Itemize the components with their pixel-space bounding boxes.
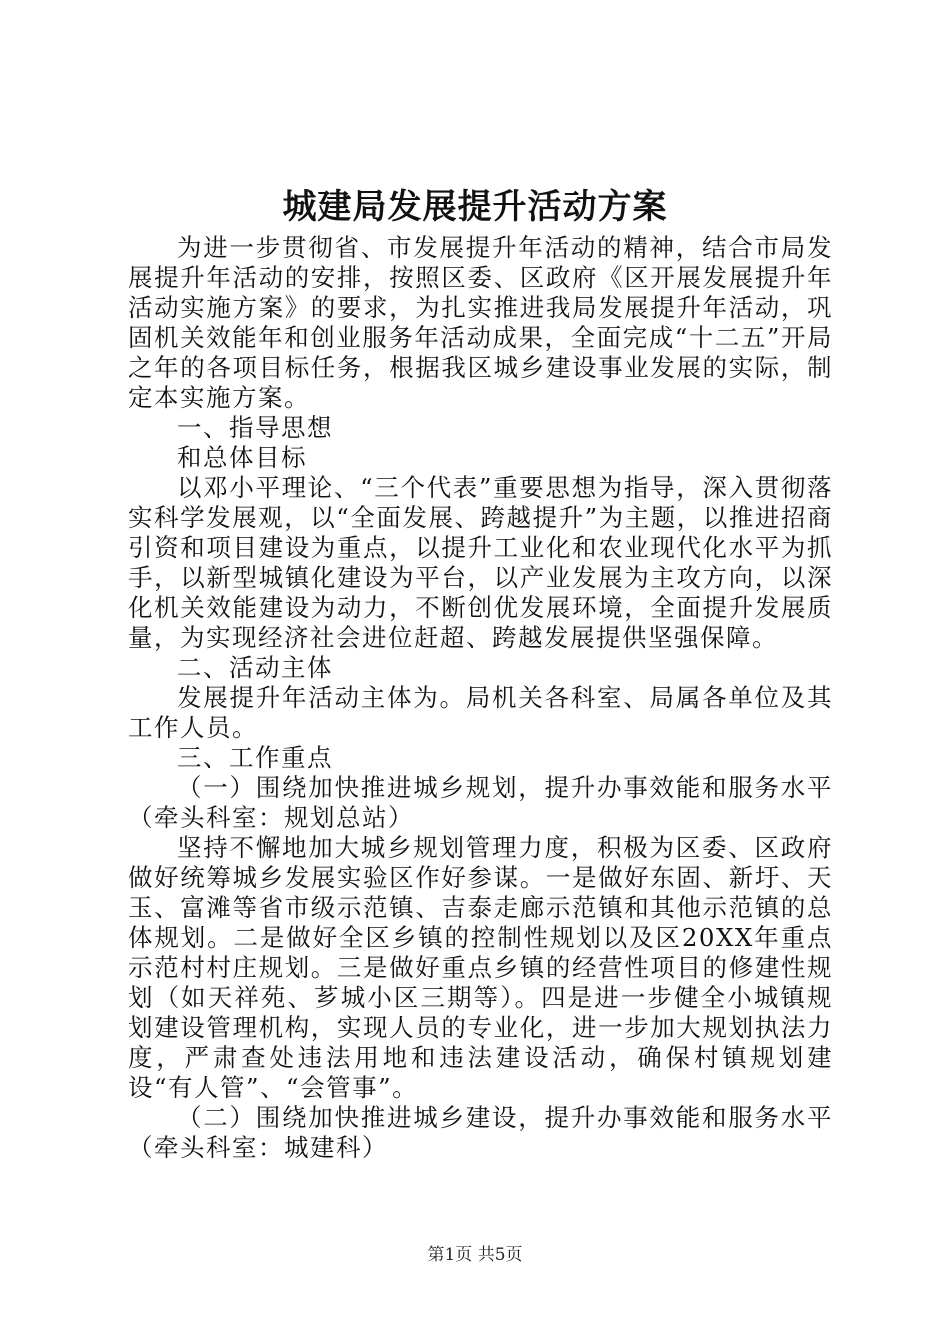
heading-activity-subject: 二、活动主体 — [177, 653, 333, 682]
document-title: 城建局发展提升活动方案 — [282, 187, 668, 227]
document-body — [128, 233, 833, 1163]
subheading-urban-rural-construction: （二）围绕加快推进城乡建设，提升办事效能和服务水平（牵头科室：城建科） — [128, 1103, 833, 1162]
heading-work-focus: 三、工作重点 — [177, 743, 333, 772]
heading-overall-goal: 和总体目标 — [177, 443, 307, 472]
paragraph-urban-rural-planning: 坚持不懈地加大城乡规划管理力度，积极为区委、区政府做好统筹城乡发展实验区作好参谋。一是做好东固、新圩、天玉、富滩等省市级示范镇、吉泰走廊示范镇和其他示范镇的总体规划。二是做好全区乡镇的控制性规划以及区20XX年重点示范村村庄规划。三是做好重点乡镇的经营性项目的修建性规划（如天祥苑、芗城小区三期等）。四是进一步健全小城镇规划建设管理机构，实现人员的专业化，进一步加大规划执法力度，严肃查处违法用地和违法建设活动，确保村镇规划建设“有人管”、“会管事”。 — [128, 833, 833, 1102]
page-footer: 第1页 共5页 — [427, 1245, 523, 1265]
paragraph-guiding-thought: 以邓小平理论、“三个代表”重要思想为指导，深入贯彻落实科学发展观，以“全面发展、跨越提升”为主题，以推进招商引资和项目建设为重点，以提升工业化和农业现代化水平为抓手，以新型城镇化建设为平台，以产业发展为主攻方向，以深化机关效能建设为动力，不断创优发展环境，全面提升发展质量，为实现经济社会进位赶超、跨越发展提供坚强保障。 — [128, 473, 833, 652]
subheading-urban-rural-planning: （一）围绕加快推进城乡规划，提升办事效能和服务水平（牵头科室：规划总站） — [128, 773, 833, 832]
heading-guiding-thought: 一、指导思想 — [177, 413, 333, 442]
paragraph-intro: 为进一步贯彻省、市发展提升年活动的精神，结合市局发展提升年活动的安排，按照区委、区政府《区开展发展提升年活动实施方案》的要求，为扎实推进我局发展提升年活动，巩固机关效能年和创业服务年活动成果，全面完成“十二五”开局之年的各项目标任务，根据我区城乡建设事业发展的实际，制定本实施方案。 — [128, 233, 833, 412]
paragraph-activity-subject: 发展提升年活动主体为。局机关各科室、局属各单位及其工作人员。 — [128, 683, 833, 742]
